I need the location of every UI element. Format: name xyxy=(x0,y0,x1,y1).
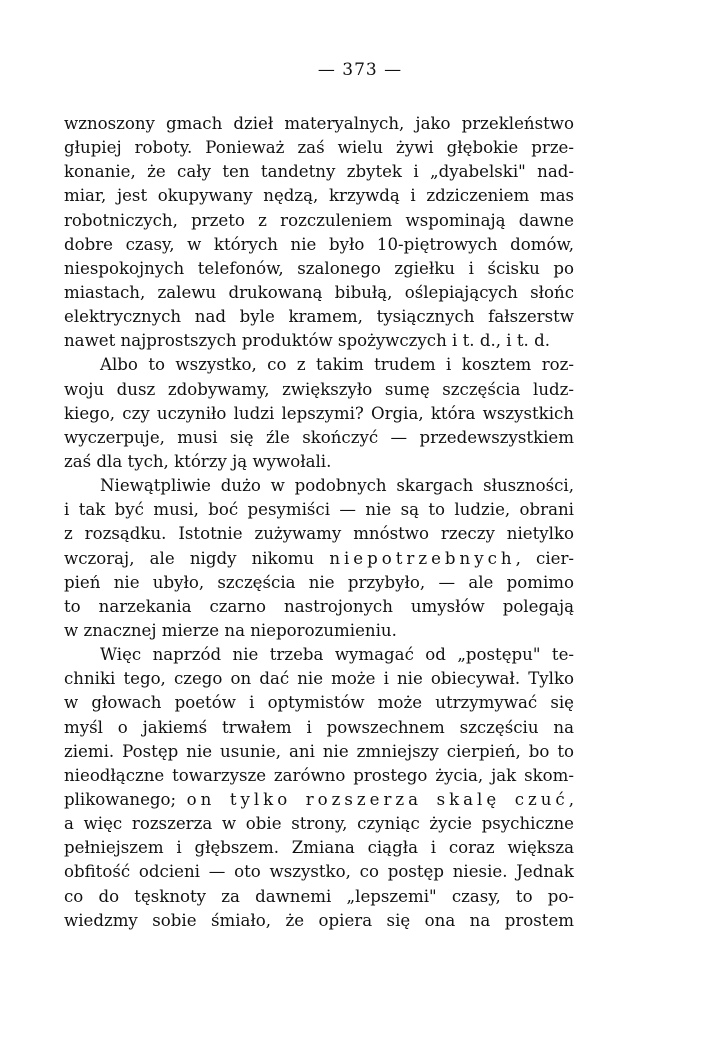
text-line: konanie, że cały ten tandetny zbytek i „dyabelski" nad‑ xyxy=(64,162,574,182)
text-line: woju dusz zdobywamy, zwiększyło sumę szczęścia ludz‑ xyxy=(64,379,574,399)
text-line: myśl o jakiemś trwałem i powszechnem szczęściu na xyxy=(64,717,574,737)
text-segment: plikowanego; xyxy=(64,789,187,809)
text-line: w znacznej mierze na nieporozumieniu. xyxy=(64,620,397,640)
text-line: niespokojnych telefonów, szalonego zgiełku i ścisku po xyxy=(64,258,574,278)
text-line: wyczerpuje, musi się źle skończyć — przedewszystkiem xyxy=(64,427,574,447)
text-line: chniki tego, czego on dać nie może i nie obiecywał. Tylko xyxy=(64,669,574,689)
text-line: ziemi. Postęp nie usunie, ani nie zmniejszy cierpień, bo to xyxy=(64,741,574,761)
text-line: a więc rozszerza w obie strony, czyniąc życie psychiczne xyxy=(64,814,574,834)
spaced-emphasis: on tylko rozszerza skalę czuć xyxy=(186,789,569,809)
text-line: głupiej roboty. Ponieważ zaś wielu żywi głębokie prze‑ xyxy=(64,138,574,158)
page-number: — 373 — xyxy=(317,60,403,80)
spaced-emphasis: niepotrzebnych xyxy=(329,548,516,568)
text-line: nieodłączne towarzysze zarówno prostego życia, jak skom‑ xyxy=(64,765,574,785)
text-line-spaced xyxy=(64,547,574,571)
text-line: i tak być musi, boć pesymiści — nie są to ludzie, obrani xyxy=(64,500,574,520)
text-line: miar, jest okupywany nędzą, krzywdą i zdziczeniem mas xyxy=(64,186,574,206)
text-line: w głowach poetów i optymistów może utrzymywać się xyxy=(64,693,574,713)
text-line: kiego, czy uczyniło ludzi lepszymi? Orgia, która wszystkich xyxy=(64,403,574,423)
text-line: obfitość odcieni — oto wszystko, co postęp niesie. Jednak xyxy=(64,862,574,882)
text-line: miastach, zalewu drukowaną bibułą, oślepiających słońc xyxy=(64,282,574,302)
text-line: dobre czasy, w których nie było 10‑piętrowych domów, xyxy=(64,234,574,254)
text-line: pień nie ubyło, szczęścia nie przybyło, — ale pomimo xyxy=(64,572,574,592)
text-segment: , xyxy=(568,789,574,809)
text-line: nawet najprostszych produktów spożywczych i t. d., i t. d. xyxy=(64,331,550,351)
text-line: elektrycznych nad byle kramem, tysiącznych fałszerstw xyxy=(64,307,574,327)
text-line: co do tęsknoty za dawnemi „lepszemi" czasy, to po‑ xyxy=(64,886,574,906)
text-line-spaced xyxy=(64,788,574,812)
text-line: wiedzmy sobie śmiało, że opiera się ona na prostem xyxy=(64,910,574,930)
text-line: to narzekania czarno nastrojonych umysłów polegają xyxy=(64,596,574,616)
text-line: Albo to wszystko, co z takim trudem i kosztem roz‑ xyxy=(100,355,574,375)
text-line: Niewątpliwie dużo w podobnych skargach słuszności, xyxy=(100,476,574,496)
text-line: robotniczych, przeto z rozczuleniem wspominają dawne xyxy=(64,210,574,230)
text-segment: wczoraj, ale nigdy nikomu xyxy=(64,548,330,568)
text-line: wznoszony gmach dzieł materyalnych, jako przekleństwo xyxy=(64,114,574,133)
text-line: z rozsądku. Istotnie zużywamy mnóstwo rzeczy nietylko xyxy=(64,524,574,544)
text-line: zaś dla tych, którzy ją wywołali. xyxy=(64,451,332,471)
text-segment: , cier‑ xyxy=(515,548,574,568)
text-line: pełniejszem i głębszem. Zmiana ciągła i coraz większa xyxy=(64,838,574,858)
body-text xyxy=(64,112,574,933)
text-line: Więc naprzód nie trzeba wymagać od „postępu" te‑ xyxy=(100,645,574,665)
